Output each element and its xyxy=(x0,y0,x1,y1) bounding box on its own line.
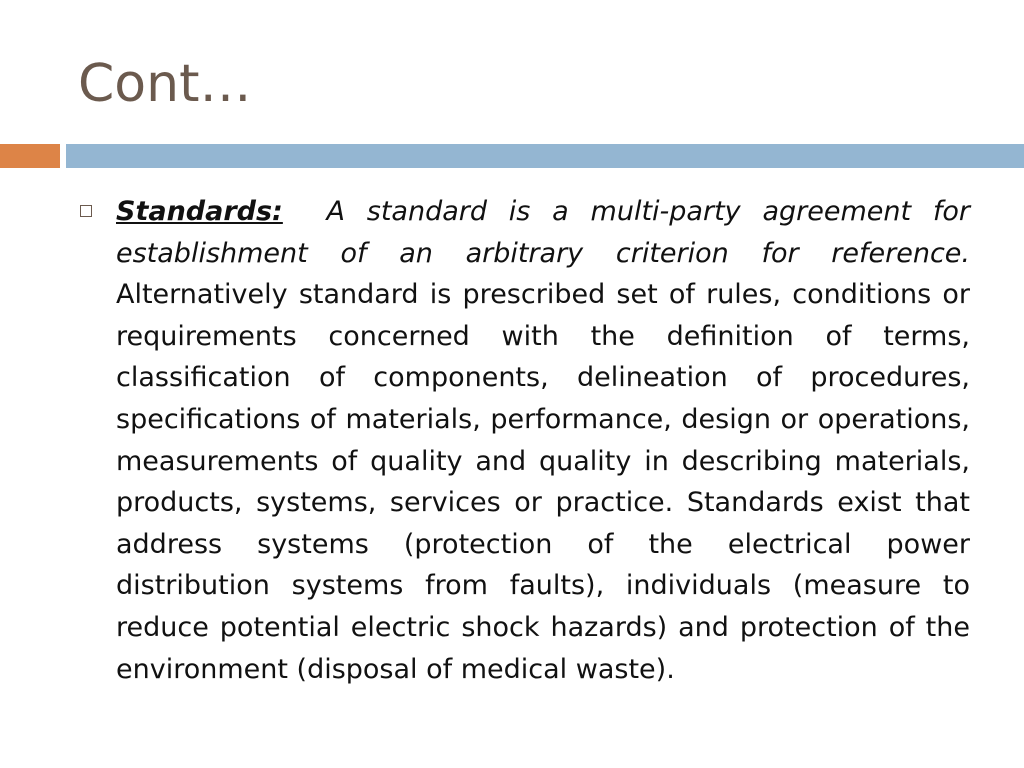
slide-title: Cont… xyxy=(78,54,252,114)
definition-body: Alternatively standard is prescribed set of rules, conditions or requirements concerned with the definition of terms, classification of components, delineation of procedures, specifications of materials, performance, design or operations, measurements of quality and quality in describing materials, products, systems, services or practice. Standards exist that address systems (protection of the electrical power distribution systems from faults), individuals (measure to reduce potential electric shock hazards) and protection of the environment (disposal of medical waste). xyxy=(116,279,970,685)
accent-bar-blue xyxy=(66,144,1024,168)
hollow-square-bullet-icon xyxy=(80,205,92,217)
term-standards: Standards: xyxy=(116,196,283,227)
bullet-text xyxy=(116,191,970,690)
italic-definition: A standard is a multi-party agreement for establishment of an arbitrary criterion for reference. xyxy=(116,196,970,269)
accent-bar-orange xyxy=(0,144,60,168)
bullet-item xyxy=(80,191,970,690)
